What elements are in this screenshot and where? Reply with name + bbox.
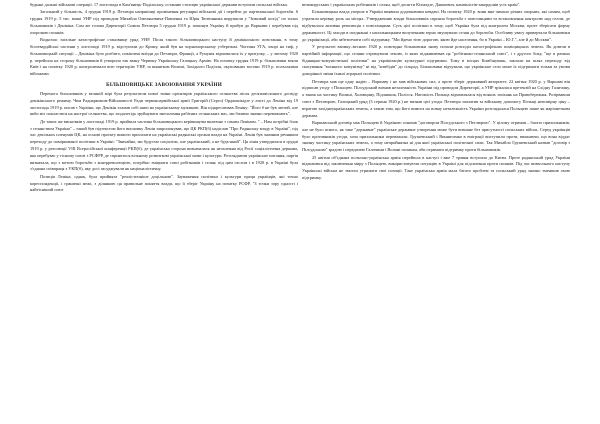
- paragraph: будьякі дальші військові операції. 17 листопада в Кам'янець-Подільську, останню столицю української держави вступили польські війська.: [30, 2, 288, 7]
- paragraph: У результаті взимку–весною 1920 р. повсюдно більшовики знову почали розподіл катастрофічних поміщицьких земель. Як довели в партійній інформації, що селяни отримували землю, із яких підживлював ця "робітнико-селянський союз", і з другого боку, "ще в рамках бідняцько-комуністичної політики" на українізацію культурної підтримки. Тому в місцях Комбінувань, заклали на шлях переходу від скасування "воєнного комунізму" ні від "комбідів" до сільрад. Більшовики відчували, що українське село може їх пiдтримати тільки за умови докорінної зміни їхньої аграрної політики.: [302, 43, 570, 77]
- paragraph: Перемога більшовиків у великій мірі була результатом нової зміни орієнтирів українського селянства після десятимісячного досвіду денікінського режиму. Чим Раднаркомом-Військовості Ради червоноармійської армії Григорій (Серго) Орджонікідзе у листі до Леніна від 19 листопада 1919 р. писав з України, що Денікін зламав собі шию на українському мужикові. Він підкреслював Леніну: "Його б не був лютий, але якби міг покластися на настрої селянства, що заздалегідь зруйнувати знесилення рабітних селянських мас, ми бачимо значно переважають".: [30, 90, 298, 117]
- paragraph: Більшовицька влада уперше в Україні виявила додатковими невдачі. На початку 1920 р. вони вже чимало різних опорних, які самим, щоб утратили керівну роль на місцях. Утвердженню влади більшовиків сприяла боротьба з повстанцями та встановлення контролю над селом, де відбувалася активна революція з повстанцями. Суть цієї політики в тому, щоб Україна була під контролем Москви, проте зберігати форму державності. Ці заходи в поєднанні з насильницьким вилученням зерна змушували селян до боротьби. Особливу увагу привертали більшовики до українізації, аби забезпечити собі підтримку. "Ми йдемо тією дорогою, якою йде населення, бо в Україні – Ю.Г.", але й до Москви".: [302, 9, 570, 42]
- paragraph: Петлюра мав ще одну надію – Варшаву і не мав військових сил, а проте зберіг державний авторитет. 22 квітня 1920 р. у Варшаві він підписав угоду з Польщею. Пілсудський визнав незалежність України під проводом Директорії, а УНР зрікалася претензій на Східну Галичину, а також на частину Волині, Холмщину, Підляшшя, Полісся. Натомість Польща відмовлялася від всяких зазіхань на Правобережжя. Розірвавши союз з Петлюрою, Галицький уряд (3 серпня 1920 р.) не визнав цієї угоди. Петлюра заплатив за військову допомогу Польщі непомірну ціну – втратою західноукраїнських земель, а також тим, що його вимога на повну незалежність України розглядалася Польщею лише як маріонеткова держава.: [302, 78, 570, 118]
- paragraph: Загальний у більшість, 4 грудня 1919 р. Петлюра наприкінці промінення регулярні військові дії і перейти до партизанської боротьби. 6 грудня 1919 р. 5 тис. воякі УНР під проводом Михайла Омеляновича-Павленка та Юрія Тютюнника вирушили у "Зимовий похід" по тилах більшовиків і Денікіна. Сам же голова Директорії Симон Петлюра 5 грудня 1919 р. покинув Україну й прибув до Варшави і перебував під охороною поляків.: [30, 9, 298, 35]
- left-column: [30, 2, 298, 194]
- section-heading: БІЛЬШОВИЦЬКЕ ЗАВОЮВАННЯ УКРАЇНИ: [106, 81, 222, 88]
- paragraph: великоруських і українських робітників і селян, щоб досягти Кіхмадзе, Дашкевич, кампіністів-закордонів усіх країн".: [302, 2, 521, 7]
- paragraph: Варшавський договір між Польщею й Україною означав "договором Пілсудського з Петлюрою". У цілому отримав – багато прихильників, але не було ясного, як таке "державне" українське державне утворення може бути визнане без присутності польських військ. Серед українців було противників угоди, хоча прихильники переважали. Грушевський і Винниченко в еміграції виступили проти, вважаючи, що вона віддає значну частину українських земель, а тому неприйнятна ні для якої української політичної сили. Так Михайло Грушевський назвав "договір з Пілсудським" зрадою і передачею Галичини і Волині полякам, аби отримати підтримку проти більшовиків.: [302, 119, 570, 153]
- paragraph: Позиція Леніна, однак, була прийнята "реалістичніше доцільною". Зауваження політики і культури праця українців, які точно кореспонденції, і граничні межі, з ділянкою ця правильне поняття влади, що її зберіг Україну на початку РСФР. "З точки зору єдності і найтісніший союз: [30, 173, 298, 193]
- paragraph: До таких же висновків у листопаді 1919 р. прийшла частина більшовицького керівництва включно з самим Леніним. "... Нам потрібні блок з селянством України" – такий був підтекстом його висновку Ленін запропонував, що ЦК РКП(б) надіслав "Про Радянську владу в Україні", під час декількох пленумів ЦК, на основі проєкту вимоги присилати на українські радянські органи влади на Україні. Ленін був значним речником переходу до поміркованої політики в Україні: "Звичайно, ми будуємо соціалізм, але український, а не будь-який". Ця лінія утвердилася в грудні 1919 р. у резолюції VIII Всеросійської конференції РКП(б), де українська сторона визначалася як незалежна від Росії соціалістична держава, яка перебуває у тісному союзі з РСФРР, де сприяється вільному розвиткові української мови і культури. Розглядаючи українське питання, партія визначала, що з метою боротьби з контрреволюцією, потрібно зміцнити союз робітників і селян; під цим гаслом і в 1920 р. в Україні була з'єднана співпраця з УКП(б), яку досі засуджували як націоналістичну.: [30, 118, 298, 172]
- paragraph: Водночас загальне катастрофічне становище уряд УНР. Після такого більшовицького наступу й денікінського повстання, в тому білогвардійські частини у листопаді 1919 р. відступили до Криму, який був на чорноморському узбережжі. Частина УГА, хворі на тиф, у більшовицькій ситуації – Денікіна було розбито, покінчені виїзди до Петлюри, Франції, а Румунія відмовилася їх у притулку, – у лютому 1920 р. перейшла на сторону більшовиків й утворила так звану Червону Українську Галицьку Армію. На початку грудня 1919 р. більшовики взяли Київ і на початку 1920 р. контролювали всю територію УНР, за винятком Волині, Західного Поділля, окупованих восени 1919 р. польськими військами.: [30, 37, 298, 77]
- paragraph: 25 квітня об'єднана польсько-українська армія перейшла в наступ і вже 7 травня вступила до Києва. Проте радянський уряд України відмовився від заключення миру з Польщею, використовуючи ситуацію в Україні для підсилення проти поляків. Під час визвольного наступу Українські війська не змогли утримати свої позиції. Таке українська армія мала багато проблем та польський уряд значно зменшив свою підтримку.: [302, 154, 570, 180]
- right-column: [302, 2, 570, 182]
